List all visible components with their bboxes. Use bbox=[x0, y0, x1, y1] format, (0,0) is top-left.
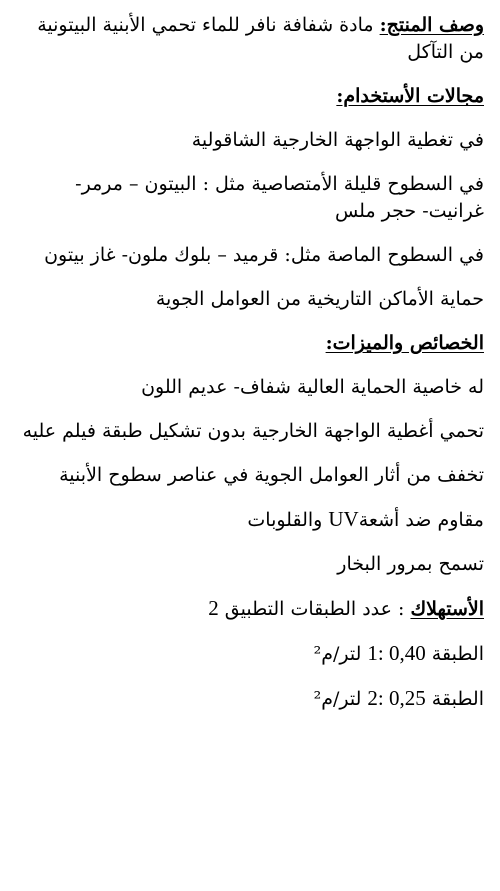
usage-heading: مجالات الأستخدام: bbox=[336, 85, 484, 107]
usage-item-3: في السطوح الماصة مثل: قرميد – بلوك ملون- غاز بيتون bbox=[44, 244, 484, 266]
feature-vapor: تسمح بمرور البخار bbox=[337, 553, 484, 575]
feature-item-2: تحمي أغطية الواجهة الخارجية بدون تشكيل طبقة فيلم عليه bbox=[22, 420, 484, 442]
layer-1-unit: لتر/م² bbox=[313, 643, 368, 665]
feature-item-1: له خاصية الحماية العالية شفاف- عديم اللون bbox=[141, 376, 484, 398]
uv-prefix: مقاوم ضد أشعة bbox=[358, 509, 484, 531]
description-label: وصف المنتج: bbox=[379, 14, 484, 36]
consumption-text: : عدد الطبقات التطبيق bbox=[218, 598, 411, 620]
layer-1-line bbox=[14, 640, 484, 668]
layers-count: 2 bbox=[208, 596, 219, 620]
consumption-line bbox=[14, 595, 484, 623]
feature-item-3: تخفف من أثار العوامل الجوية في عناصر سطوح الأبنية bbox=[59, 464, 484, 486]
consumption-label: الأستهلاك bbox=[410, 598, 484, 620]
uv-suffix: والقلوبات bbox=[247, 509, 323, 531]
layer-2-unit: لتر/م² bbox=[313, 688, 368, 710]
usage-item-2: في السطوح قليلة الأمتصاصية مثل : البيتون – مرمر- غرانيت- حجر ملس bbox=[75, 173, 484, 222]
layer-2-line bbox=[14, 685, 484, 713]
feature-uv-resistance bbox=[14, 506, 484, 534]
product-description bbox=[14, 12, 484, 66]
features-heading: الخصائص والميزات: bbox=[325, 332, 484, 354]
layer-1-number: 1 bbox=[367, 641, 378, 665]
description-text: مادة شفافة نافر للماء تحمي الأبنية البيتونية من التآكل bbox=[37, 14, 484, 63]
layer-2-number: 2 bbox=[367, 686, 378, 710]
layer-2-label: الطبقة bbox=[425, 688, 484, 710]
layer-1-amount: : 0,40 bbox=[377, 641, 426, 665]
uv-code: UV bbox=[328, 507, 359, 531]
layer-2-amount: : 0,25 bbox=[377, 686, 426, 710]
document-body bbox=[14, 12, 484, 713]
usage-item-4: حماية الأماكن التاريخية من العوامل الجوية bbox=[155, 288, 484, 310]
usage-item-1: في تغطية الواجهة الخارجية الشاقولية bbox=[191, 129, 484, 151]
layer-1-label: الطبقة bbox=[425, 643, 484, 665]
